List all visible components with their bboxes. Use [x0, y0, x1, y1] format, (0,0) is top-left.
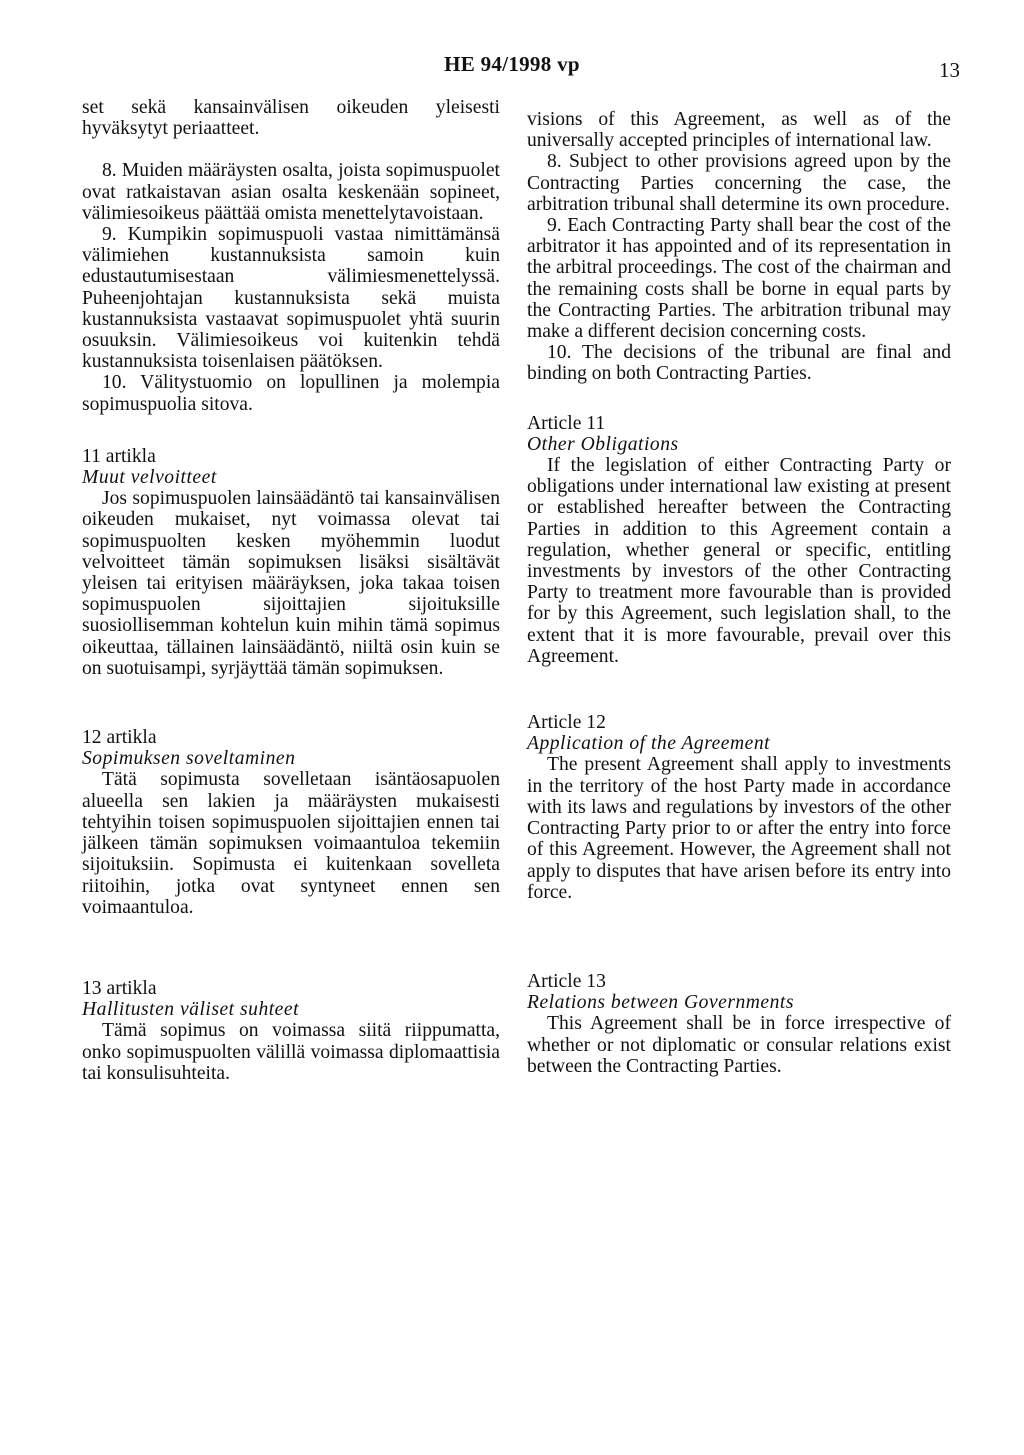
article-12-section: [527, 712, 951, 903]
paragraph-10: 10. The decisions of the tribunal are final and binding on both Contracting Parties.: [527, 342, 951, 385]
article-11-title: 11 artikla: [82, 445, 156, 467]
article-13-title: Article 13: [527, 970, 606, 992]
page-header: [0, 52, 1024, 82]
article-12-title: Article 12: [527, 712, 606, 734]
article-11-body: If the legislation of either Contracting Party or obligations under international law existing at present or established hereafter between the Contracting Parties in addition to this Agreement contain a regulation, whether general or specific, entitling investments by investors of the other Contracting Party to treatment more favourable than is provided for by this Agreement, such legislation shall, to the extent that it is more favourable, prevail over this Agreement.: [527, 455, 951, 667]
paragraph-9: 9. Kumpikin sopimuspuoli vastaa nimittämänsä välimiehen kustannuksista samoin kuin edustautumisestaan välimiesmenettelyssä. Puheenjohtajan kustannuksista sekä muista kustannuksista vastaavat sopimuspuolet yhtä suurin osuuksin. Välimiesoikeus voi kuitenkin tehdä kustannuksista toisenlaisen päätöksen.: [82, 224, 500, 373]
article-13-section: [82, 978, 500, 1084]
article-12-section: [82, 727, 500, 918]
article-12-subtitle: Sopimuksen soveltaminen: [82, 748, 296, 770]
article-13-section: [527, 971, 951, 1077]
finnish-column: [82, 97, 500, 1084]
article-11-section: [82, 446, 500, 679]
article-13-subtitle: Hallitusten väliset suhteet: [82, 999, 300, 1021]
intro-paragraph: set sekä kansainvälisen oikeuden yleisesti hyväksytyt periaatteet.: [82, 97, 500, 140]
article-11-section: [527, 413, 951, 667]
article-11-subtitle: Muut velvoitteet: [82, 467, 217, 489]
article-12-body: Tätä sopimusta sovelletaan isäntäosapuolen alueella sen lakien ja määräysten mukaisesti tehtyihin toisen sopimuspuolen sijoittajien ennen tai jälkeen tämän sopimuksen voimaantuloa tekemiin sijoituksiin. Sopimusta ei kuitenkaan sovelleta riitoihin, jotka ovat syntyneet ennen sen voimaantuloa.: [82, 769, 500, 918]
article-11-body: Jos sopimuspuolen lainsäädäntö tai kansainvälisen oikeuden mukaiset, nyt voimassa olevat tai sopimuspuolten kesken myöhemmin luodut velvoitteet tämän sopimuksen lisäksi sisältävät yleisen tai erityisen määräyksen, joka takaa toisen sopimuspuolen sijoittajien sijoituksille suosiollisemman kohtelun kuin mihin tämä sopimus oikeuttaa, tällainen lainsäädäntö, niiltä osin kuin se on suotuisampi, syrjäyttää tämän sopimuksen.: [82, 488, 500, 679]
paragraph-9: 9. Each Contracting Party shall bear the cost of the arbitrator it has appointed and of its representation in the arbitral proceedings. The cost of the chairman and the remaining costs shall be borne in equal parts by the Contracting Parties. The arbitration tribunal may make a different decision concerning costs.: [527, 215, 951, 343]
page-number: 13: [939, 58, 960, 82]
article-13-body: Tämä sopimus on voimassa siitä riippumatta, onko sopimuspuolten välillä voimassa diplomaattisia tai konsulisuhteita.: [82, 1020, 500, 1084]
paragraph-8: 8. Muiden määräysten osalta, joista sopimuspuolet ovat ratkaistavan asian osalta keskenään sopineet, välimiesoikeus päättää omista menettelytavoistaan.: [82, 160, 500, 224]
article-12-body: The present Agreement shall apply to investments in the territory of the host Party made in accordance with its laws and regulations by investors of the other Contracting Party prior to or after the entry into force of this Agreement. However, the Agreement shall not apply to disputes that have arisen before its entry into force.: [527, 754, 951, 903]
paragraph-10: 10. Välitystuomio on lopullinen ja molempia sopimuspuolia sitova.: [82, 372, 500, 415]
intro-paragraph: visions of this Agreement, as well as of the universally accepted principles of international law.: [527, 109, 951, 152]
english-column: [527, 97, 951, 1077]
document-title: HE 94/1998 vp: [444, 52, 580, 76]
article-13-subtitle: Relations between Governments: [527, 992, 794, 1014]
article-13-body: This Agreement shall be in force irrespective of whether or not diplomatic or consular relations exist between the Contracting Parties.: [527, 1013, 951, 1077]
paragraph-8: 8. Subject to other provisions agreed upon by the Contracting Parties concerning the case, the arbitration tribunal shall determine its own procedure.: [527, 151, 951, 215]
article-12-title: 12 artikla: [82, 727, 157, 749]
article-11-subtitle: Other Obligations: [527, 433, 679, 455]
article-13-title: 13 artikla: [82, 977, 157, 999]
article-12-subtitle: Application of the Agreement: [527, 733, 771, 755]
article-11-title: Article 11: [527, 412, 606, 434]
